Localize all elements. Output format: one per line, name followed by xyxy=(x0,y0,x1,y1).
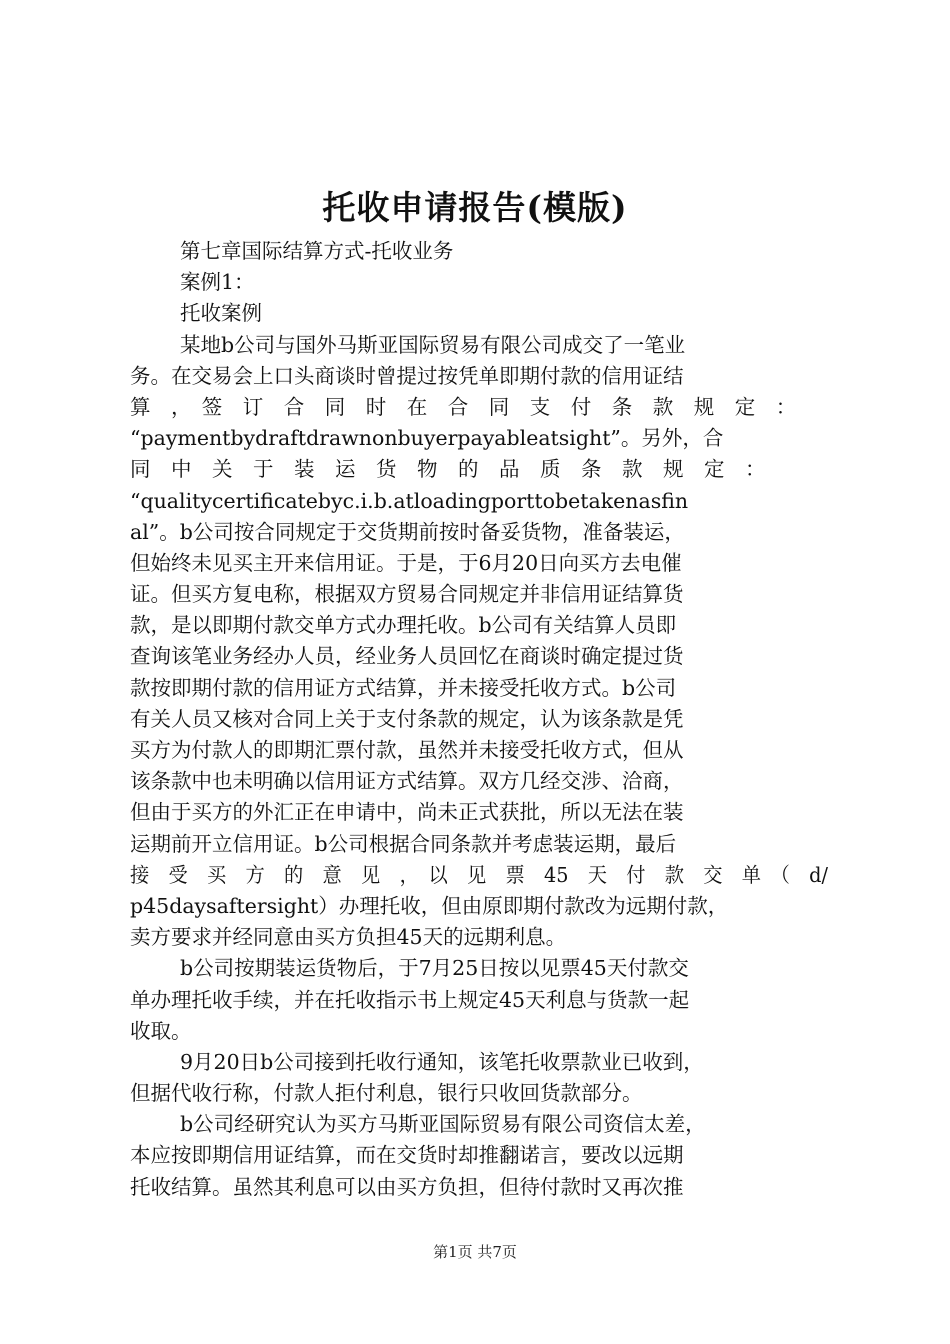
body-line: 务。在交易会上口头商谈时曾提过按凭单即期付款的信用证结 xyxy=(130,363,684,388)
body-line: 算 ， 签 订 合 同 时 在 合 同 支 付 条 款 规 定 ： xyxy=(130,394,797,419)
body-line: 接 受 买 方 的 意 见 ， 以 见 票 45 天 付 款 交 单 （ d/ xyxy=(130,862,828,887)
body-line: 托收案例 xyxy=(180,301,262,326)
body-line: 某地b公司与国外马斯亚国际贸易有限公司成交了一笔业 xyxy=(180,332,686,357)
body-line: 9月20日b公司接到托收行通知，该笔托收票款业已收到， xyxy=(180,1049,704,1074)
body-line: 第七章国际结算方式-托收业务 xyxy=(180,239,454,263)
body-line: 但据代收行称，付款人拒付利息，银行只收回货款部分。 xyxy=(130,1081,643,1106)
body-line: 卖方要求并经同意由买方负担45天的远期利息。 xyxy=(130,925,567,950)
body-line: 证。但买方复电称，根据双方贸易合同规定并非信用证结算货 xyxy=(130,582,684,607)
body-line: b公司经研究认为买方马斯亚国际贸易有限公司资信太差， xyxy=(180,1112,706,1137)
body-line: 有关人员又核对合同上关于支付条款的规定，认为该条款是凭 xyxy=(130,706,684,731)
body-line: “paymentbydraftdrawnonbuyerpayableatsight”。另外，合 xyxy=(130,426,724,451)
body-line: 但始终未见买主开来信用证。于是，于6月20日向买方去电催 xyxy=(130,550,682,575)
body-line: b公司按期装运货物后，于7月25日按以见票45天付款交 xyxy=(180,956,689,981)
body-line: 案例1： xyxy=(180,270,255,295)
body-line: 该条款中也未明确以信用证方式结算。双方几经交涉、洽商， xyxy=(130,769,684,794)
body-line: 单办理托收手续，并在托收指示书上规定45天利息与货款一起 xyxy=(130,987,690,1012)
body-line: p45daysaftersight）办理托收，但由原即期付款改为远期付款， xyxy=(130,893,729,918)
body-line: 款，是以即期付款交单方式办理托收。b公司有关结算人员即 xyxy=(130,613,677,638)
body-line: al”。b公司按合同规定于交货期前按时备妥货物，准备装运， xyxy=(130,519,685,544)
body-line: 运期前开立信用证。b公司根据合同条款并考虑装运期，最后 xyxy=(130,831,677,856)
body-line: 查询该笔业务经办人员，经业务人员回忆在商谈时确定提过货 xyxy=(130,644,684,669)
body-line: 收取。 xyxy=(130,1018,192,1043)
body-line: “qualitycertificatebyc.i.b.atloadingporttobetakenasfin xyxy=(130,488,689,513)
body-line: 款按即期付款的信用证方式结算，并未接受托收方式。b公司 xyxy=(130,675,677,700)
body-line: 买方为付款人的即期汇票付款，虽然并未接受托收方式，但从 xyxy=(130,738,684,762)
body-line: 托收结算。虽然其利息可以由买方负担，但待付款时又再次推 xyxy=(130,1174,684,1199)
body-line: 但由于买方的外汇正在申请中，尚未正式获批，所以无法在装 xyxy=(130,800,684,825)
document-body xyxy=(130,236,828,1203)
body-line: 本应按即期信用证结算，而在交货时却推翻诺言，要改以远期 xyxy=(130,1143,684,1168)
document-title: 托收申请报告(模版) xyxy=(322,188,628,227)
body-line: 同 中 关 于 装 运 货 物 的 品 质 条 款 规 定 ： xyxy=(130,457,766,482)
page-footer: 第1页 共7页 xyxy=(433,1243,517,1261)
